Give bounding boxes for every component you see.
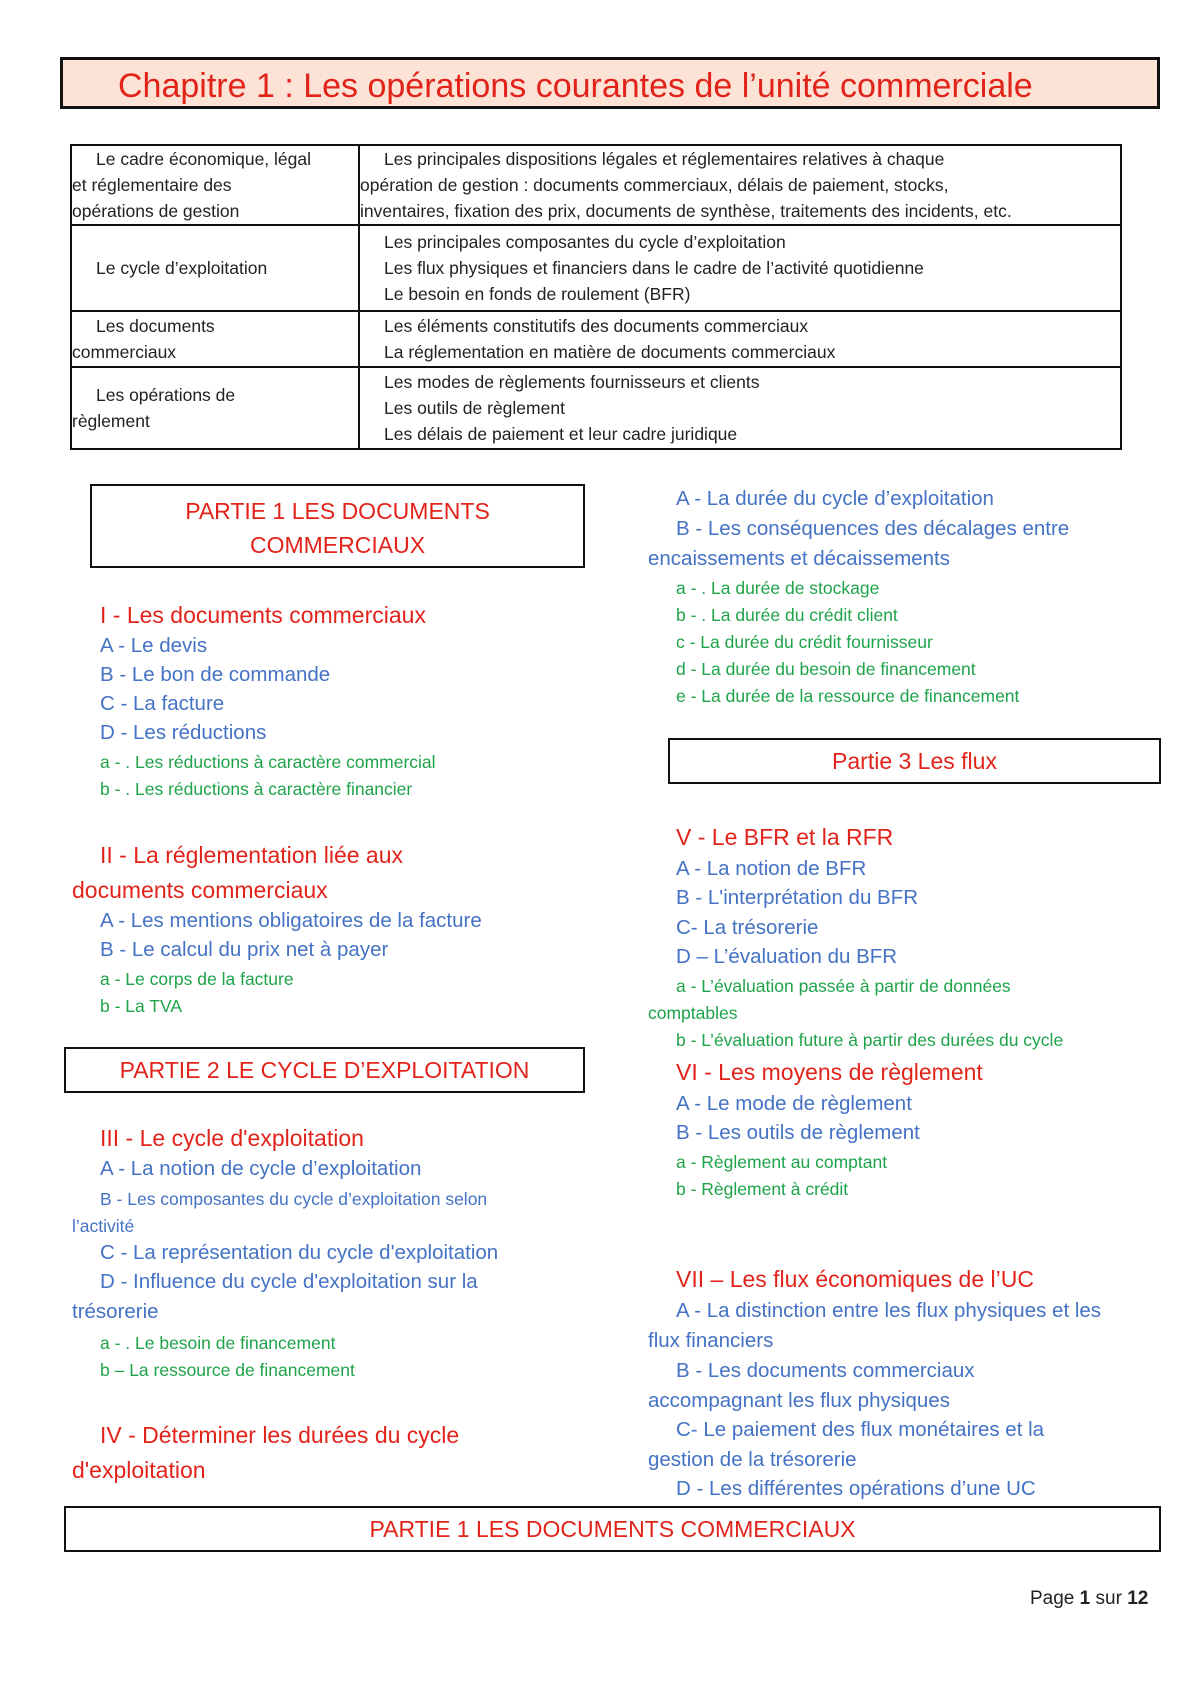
subsection-item: flux financiers bbox=[648, 1329, 774, 1352]
sub-subsection-item: c - La durée du crédit fournisseur bbox=[676, 632, 933, 652]
table-row bbox=[71, 311, 1121, 367]
sub-subsection-item: comptables bbox=[648, 1003, 738, 1023]
subsection-item: A - La notion de cycle d’exploitation bbox=[100, 1157, 422, 1180]
section-heading: documents commerciaux bbox=[72, 877, 328, 903]
sub-subsection-item: b – La ressource de financement bbox=[100, 1360, 355, 1380]
chapter-title: Chapitre 1 : Les opérations courantes de l’unité commerciale bbox=[118, 67, 1033, 105]
partie-2-box: PARTIE 2 LE CYCLE D’EXPLOITATION bbox=[64, 1047, 585, 1093]
subsection-item: A - La notion de BFR bbox=[676, 857, 867, 880]
section-heading: III - Le cycle d'exploitation bbox=[100, 1125, 364, 1151]
section-heading: I - Les documents commerciaux bbox=[100, 602, 426, 628]
table-cell-content: Les principales composantes du cycle d’exploitation Les flux physiques et financiers dans le cadre de l’activité quotidienne Le besoin en fonds de roulement (BFR) bbox=[359, 225, 1121, 311]
subsection-item: B - Les outils de règlement bbox=[676, 1121, 920, 1144]
section-heading: V - Le BFR et la RFR bbox=[676, 824, 894, 850]
sub-subsection-item: a - . Le besoin de financement bbox=[100, 1333, 336, 1353]
section-heading: IV - Déterminer les durées du cycle bbox=[100, 1422, 460, 1448]
subsection-item: D - Les différentes opérations d’une UC bbox=[676, 1477, 1036, 1500]
section-heading: II - La réglementation liée aux bbox=[100, 842, 404, 868]
subsection-item: A - Les mentions obligatoires de la facture bbox=[100, 909, 482, 932]
subsection-item: accompagnant les flux physiques bbox=[648, 1389, 950, 1412]
subsection-item: gestion de la trésorerie bbox=[648, 1448, 857, 1471]
sub-subsection-item: a - Le corps de la facture bbox=[100, 969, 294, 989]
subsection-item: B - Les conséquences des décalages entre bbox=[676, 517, 1070, 540]
partie-3-box: Partie 3 Les flux bbox=[668, 738, 1161, 784]
subsection-item: A - La durée du cycle d’exploitation bbox=[676, 487, 994, 510]
partie-1-banner: PARTIE 1 LES DOCUMENTS COMMERCIAUX bbox=[64, 1506, 1161, 1552]
subsection-item: C- Le paiement des flux monétaires et la bbox=[676, 1418, 1045, 1441]
table-row bbox=[71, 145, 1121, 225]
table-cell-topic: Les documents commerciaux bbox=[71, 311, 359, 367]
table-cell-topic: Le cadre économique, légal et réglementaire des opérations de gestion bbox=[71, 145, 359, 225]
subsection-item: C - La facture bbox=[100, 692, 225, 715]
subsection-item: A - Le mode de règlement bbox=[676, 1092, 912, 1115]
subsection-item: B - Les documents commerciaux bbox=[676, 1359, 975, 1382]
table-cell-content: Les éléments constitutifs des documents commerciaux La réglementation en matière de documents commerciaux bbox=[359, 311, 1121, 367]
table-cell-topic: Le cycle d’exploitation bbox=[71, 225, 359, 311]
sub-subsection-item: b - . Les réductions à caractère financier bbox=[100, 779, 413, 799]
subsection-item: D - Les réductions bbox=[100, 721, 267, 744]
subsection-item: C - La représentation du cycle d'exploitation bbox=[100, 1241, 499, 1264]
table-cell-topic: Les opérations de règlement bbox=[71, 367, 359, 449]
sub-subsection-item: a - . Les réductions à caractère commercial bbox=[100, 752, 436, 772]
sub-subsection-item: b - La TVA bbox=[100, 996, 183, 1016]
subsection-item: D - Influence du cycle d'exploitation sur la bbox=[100, 1270, 478, 1293]
table-cell-content: Les principales dispositions légales et réglementaires relatives à chaque opération de gestion : documents commerciaux, délais de paiement, stocks, inventaires, fixation des prix, documents de synthèse, traitements des incidents, etc. bbox=[359, 145, 1121, 225]
section-heading: VII – Les flux économiques de l’UC bbox=[676, 1266, 1034, 1292]
page-number: Page 1 sur 12 bbox=[1030, 1588, 1149, 1609]
sub-subsection-item: b - L’évaluation future à partir des durées du cycle bbox=[676, 1030, 1064, 1050]
section-heading: d'exploitation bbox=[72, 1457, 206, 1483]
syllabus-table bbox=[70, 144, 1122, 450]
subsection-item: trésorerie bbox=[72, 1300, 159, 1323]
sub-subsection-item: a - . La durée de stockage bbox=[676, 578, 880, 598]
sub-subsection-item: a - L’évaluation passée à partir de données bbox=[676, 976, 1011, 996]
sub-subsection-item: b - Règlement à crédit bbox=[676, 1179, 849, 1199]
subsection-item: C- La trésorerie bbox=[676, 916, 819, 939]
subsection-item: B - Le bon de commande bbox=[100, 663, 331, 686]
subsection-item: D – L’évaluation du BFR bbox=[676, 945, 898, 968]
subsection-item: A - La distinction entre les flux physiques et les bbox=[676, 1299, 1102, 1322]
sub-subsection-item: d - La durée du besoin de financement bbox=[676, 659, 976, 679]
table-cell-content: Les modes de règlements fournisseurs et clients Les outils de règlement Les délais de paiement et leur cadre juridique bbox=[359, 367, 1121, 449]
sub-subsection-item: e - La durée de la ressource de financement bbox=[676, 686, 1020, 706]
subsection-item: B - Les composantes du cycle d’exploitation selon bbox=[100, 1189, 488, 1209]
subsection-item: encaissements et décaissements bbox=[648, 547, 950, 570]
subsection-item: B - Le calcul du prix net à payer bbox=[100, 938, 389, 961]
sub-subsection-item: b - . La durée du crédit client bbox=[676, 605, 898, 625]
sub-subsection-item: a - Règlement au comptant bbox=[676, 1152, 888, 1172]
subsection-item: B - L'interprétation du BFR bbox=[676, 886, 919, 909]
table-row bbox=[71, 367, 1121, 449]
subsection-item: A - Le devis bbox=[100, 634, 208, 657]
subsection-item: l’activité bbox=[72, 1216, 135, 1236]
partie-1-box: PARTIE 1 LES DOCUMENTS COMMERCIAUX bbox=[90, 484, 585, 568]
section-heading: VI - Les moyens de règlement bbox=[676, 1059, 983, 1085]
table-row bbox=[71, 225, 1121, 311]
chapter-title-box bbox=[60, 57, 1160, 109]
